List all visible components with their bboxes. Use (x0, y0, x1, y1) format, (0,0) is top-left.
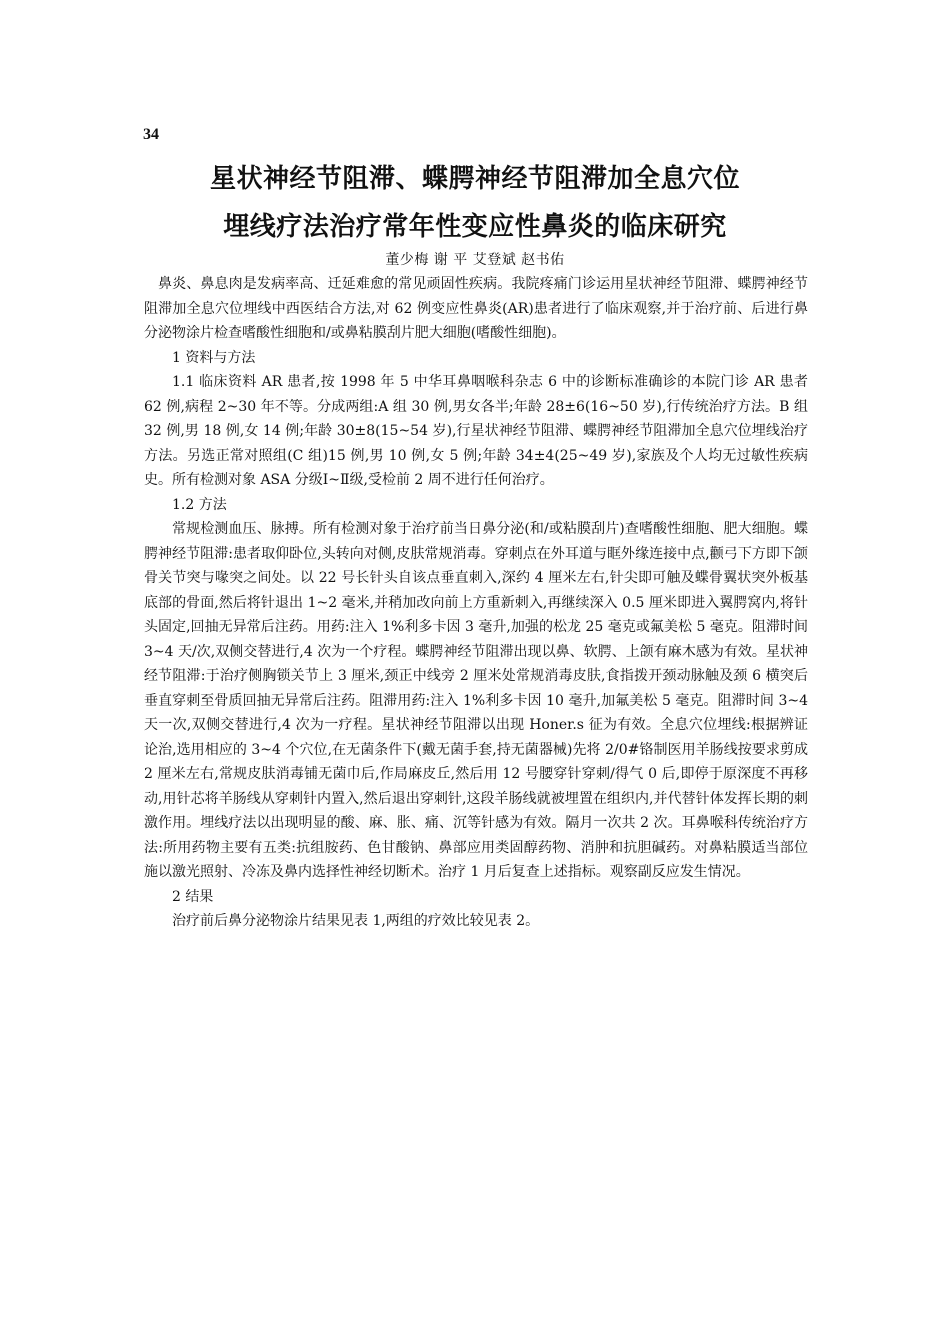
article-title-line-1: 星状神经节阻滞、蝶腭神经节阻滞加全息穴位 (209, 164, 740, 194)
article-body (144, 272, 808, 934)
clinical-data-paragraph: 1.1 临床资料 AR 患者,按 1998 年 5 中华耳鼻咽喉科杂志 6 中的诊断标准确诊的本院门诊 AR 患者 62 例,病程 2~30 年不等。分成两组:A 组 30 例,男女各半;年龄 28±6(16~50 岁),行传统治疗方法。B 组 32 例,男 18 例,女 14 例;年龄 30±8(15~54 岁),行星状神经节阻滞、蝶腭神经节阻滞加全息穴位埋线治疗方法。另选正常对照组(C 组)15 例,男 10 例,女 5 例;年龄 34±4(25~49 岁),家族及个人均无过敏性疾病史。所有检测对象 ASA 分级Ⅰ~Ⅱ级,受检前 2 周不进行任何治疗。 (144, 374, 808, 488)
section-heading-results: 2 结果 (172, 888, 214, 905)
section-heading-materials-methods: 1 资料与方法 (172, 349, 256, 366)
author-list: 董少梅 谢 平 艾登斌 赵书佑 (385, 252, 565, 268)
methods-paragraph: 常规检测血压、脉搏。所有检测对象于治疗前当日鼻分泌(和/或粘膜刮片)查嗜酸性细胞、肥大细胞。蝶腭神经节阻滞:患者取仰卧位,头转向对侧,皮肤常规消毒。穿刺点在外耳道与眶外缘连接中点,颧弓下方即下颌骨关节突与喙突之间处。以 22 号长针头自该点垂直刺入,深约 4 厘米左右,针尖即可触及蝶骨翼状突外板基底部的骨面,然后将针退出 1~2 毫米,并稍加改向前上方重新刺入,再继续深入 0.5 厘米即进入翼腭窝内,将针头固定,回抽无异常后注药。用药:注入 1%利多卡因 3 毫升,加强的松龙 25 毫克或氟美松 5 毫克。阻滞时间 3~4 天/次,双侧交替进行,4 次为一个疗程。蝶腭神经节阻滞出现以鼻、软腭、上颌有麻木感为有效。星状神经节阻滞:于治疗侧胸锁关节上 3 厘米,颈正中线旁 2 厘米处常规消毒皮肤,食指拨开颈动脉触及颈 6 横突后垂直穿刺至骨质回抽无异常后注药。阻滞用药:注入 1%利多卡因 10 毫升,加氟美松 5 毫克。阻滞时间 3~4 天一次,双侧交替进行,4 次为一疗程。星状神经节阻滞以出现 Honer.s 征为有效。全息穴位埋线:根据辨证论治,选用相应的 3~4 个穴位,在无菌条件下(戴无菌手套,持无菌器械)先将 2/0#铬制医用羊肠线按要求剪成 2 厘米左右,常规皮肤消毒铺无菌巾后,作局麻皮丘,然后用 12 号腰穿针穿刺/得气 0 后,即停于原深度不再移动,用针芯将羊肠线从穿刺针内置入,然后退出穿刺针,这段羊肠线就被埋置在组织内,并代替针体发挥长期的刺激作用。埋线疗法以出现明显的酸、麻、胀、痛、沉等针感为有效。隔月一次共 2 次。耳鼻喉科传统治疗方法:所用药物主要有五类:抗组胺药、色甘酸钠、鼻部应用类固醇药物、消肿和抗胆碱药。对鼻粘膜适当部位施以激光照射、冷冻及鼻内选择性神经切断术。治疗 1 月后复查上述指标。观察副反应发生情况。 (144, 521, 808, 880)
page-number: 34 (143, 126, 159, 143)
results-paragraph: 治疗前后鼻分泌物涂片结果见表 1,两组的疗效比较见表 2。 (172, 913, 540, 929)
intro-paragraph: 鼻炎、鼻息肉是发病率高、迁延难愈的常见顽固性疾病。我院疼痛门诊运用星状神经节阻滞、蝶腭神经节阻滞加全息穴位埋线中西医结合方法,对 62 例变应性鼻炎(AR)患者进行了临床观察,并于治疗前、后进行鼻分泌物涂片检查嗜酸性细胞和/或鼻粘膜刮片肥大细胞(嗜酸性细胞)。 (144, 276, 808, 341)
subsection-heading-methods: 1.2 方法 (172, 496, 227, 513)
article-title-line-2: 埋线疗法治疗常年性变应性鼻炎的临床研究 (223, 212, 727, 242)
